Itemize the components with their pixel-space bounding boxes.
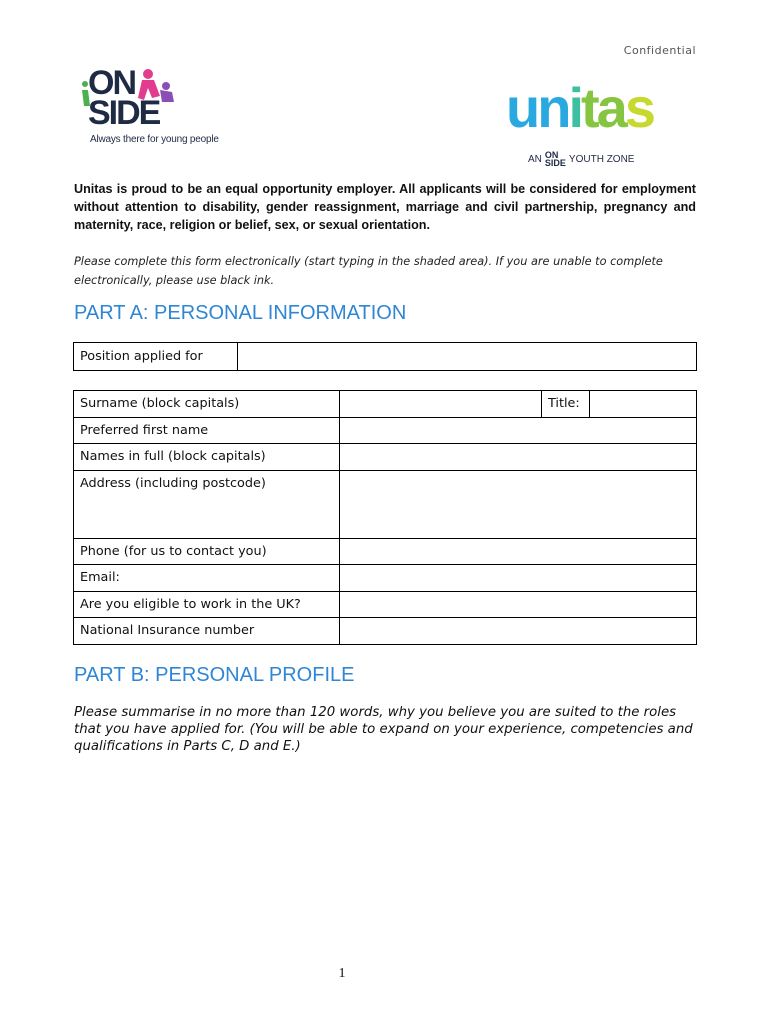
position-table [73,342,697,371]
unitas-wordmark [506,78,653,138]
email-input[interactable] [340,565,697,592]
equal-opportunity-statement: Unitas is proud to be an equal opportunity employer. All applicants will be considered for employment without attention to disability, gender reassignment, marriage and civil partnership, pregnancy and maternity, race, religion or belief, sex, or sexual orientation. [74,182,696,232]
full-names-input[interactable] [340,444,697,471]
preferred-name-label: Preferred first name [74,417,340,444]
unitas-sub-prefix: AN [528,153,542,165]
part-b-heading: PART B: PERSONAL PROFILE [74,664,355,686]
unitas-letter: s [624,76,653,139]
ni-number-label: National Insurance number [74,618,340,645]
email-label: Email: [74,565,340,592]
full-names-label: Names in full (block capitals) [74,444,340,471]
confidential-label: Confidential [623,44,696,57]
address-input[interactable] [340,470,697,538]
onside-logo [82,66,222,150]
onside-tagline: Always there for young people [90,134,219,145]
personal-info-table [73,390,697,645]
position-input[interactable] [238,343,697,371]
unitas-sub-mark-bottom: SIDE [544,158,566,168]
unitas-letter: u [506,76,538,139]
unitas-letter: t [581,76,597,139]
unitas-letter: a [596,76,625,139]
onside-wordmark-on: ON [88,64,135,102]
unitas-sub-mark-top: ON [544,150,559,160]
ni-number-input[interactable] [340,618,697,645]
address-label: Address (including postcode) [74,470,340,538]
phone-label: Phone (for us to contact you) [74,538,340,565]
phone-input[interactable] [340,538,697,565]
onside-wordmark-side: SIDE [88,94,160,132]
eligibility-label: Are you eligible to work in the UK? [74,591,340,618]
unitas-sub-suffix: YOUTH ZONE [568,153,635,165]
position-label: Position applied for [74,343,238,371]
eligibility-input[interactable] [340,591,697,618]
completion-instruction: Please complete this form electronically (start typing in the shaded area). If you are unable to complete electronically, please use black ink. [74,255,663,287]
title-label: Title: [542,391,590,418]
surname-label: Surname (block capitals) [74,391,340,418]
part-a-heading: PART A: PERSONAL INFORMATION [74,302,407,324]
unitas-subline [528,151,634,167]
unitas-letter: i [568,76,581,139]
title-input[interactable] [590,391,697,418]
unitas-logo [504,76,704,168]
unitas-sub-mark [545,151,566,167]
personal-profile-instruction: Please summarise in no more than 120 words, why you believe you are suited to the roles that you have applied for. (You will be able to expand on your experience, competencies and qualifications in Parts C, D and E.) [74,705,693,754]
preferred-name-input[interactable] [340,417,697,444]
unitas-letter: n [537,76,569,139]
page-number: 1 [338,966,346,981]
surname-input[interactable] [340,391,542,418]
